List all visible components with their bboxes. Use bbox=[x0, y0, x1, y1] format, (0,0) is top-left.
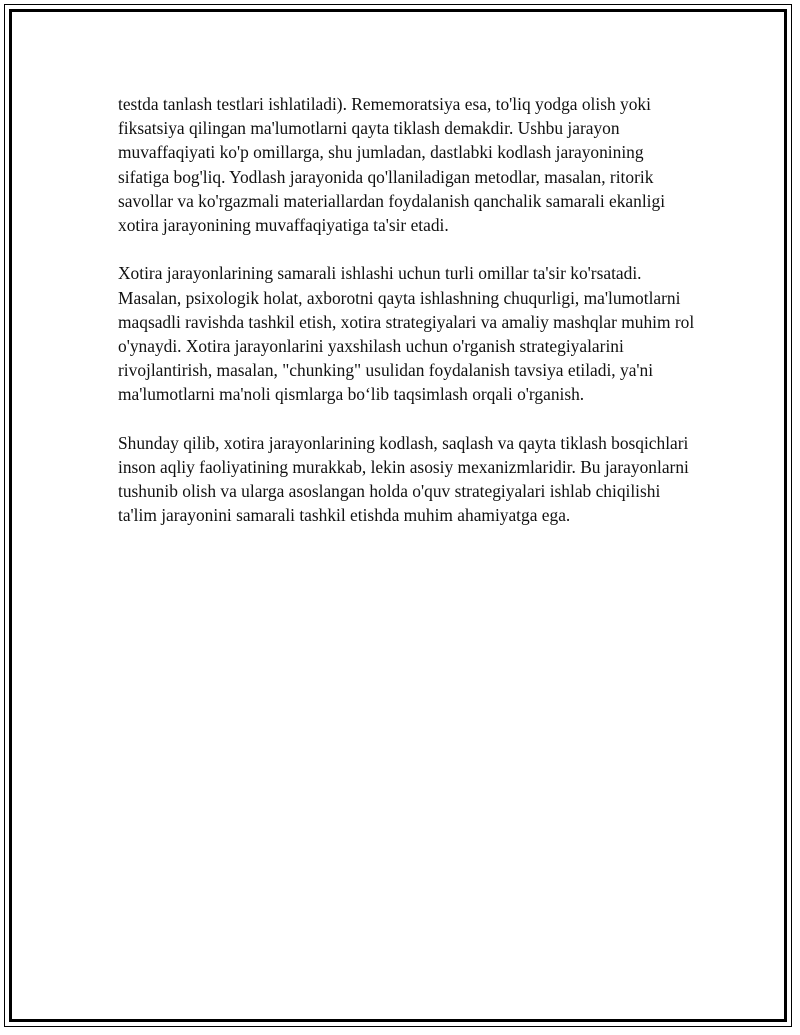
paragraph-1: testda tanlash testlari ishlatiladi). Rememoratsiya esa, to'liq yodga olish yoki fiksatsiya qilingan ma'lumotlarni qayta tiklash demakdir. Ushbu jarayon muvaffaqiyati ko'p omillarga, shu jumladan, dastlabki kodlash jarayonining sifatiga bog'liq. Yodlash jarayonida qo'llaniladigan metodlar, masalan, ritorik savollar va ko'rgazmali materiallardan foydalanish qanchalik samarali ekanligi xotira jarayonining muvaffaqiyatiga ta'sir etadi. bbox=[118, 94, 666, 236]
document-body bbox=[118, 92, 698, 552]
paragraph-3: Shunday qilib, xotira jarayonlarining kodlash, saqlash va qayta tiklash bosqichlari inson aqliy faoliyatining murakkab, lekin asosiy mexanizmlaridir. Bu jarayonlarni tushunib olish va ularga asoslangan holda o'quv strategiyalari ishlab chiqilishi ta'lim jarayonini samarali tashkil etishda muhim ahamiyatga ega. bbox=[118, 432, 689, 526]
paragraph-2: Xotira jarayonlarining samarali ishlashi uchun turli omillar ta'sir ko'rsatadi. Masalan, psixologik holat, axborotni qayta ishlashning chuqurligi, ma'lumotlarni maqsadli ravishda tashkil etish, xotira strategiyalari va amaliy mashqlar muhim rol o'ynaydi. Xotira jarayonlarini yaxshilash uchun o'rganish strategiyalarini rivojlantirish, masalan, "chunking" usulidan foydalanish tavsiya etiladi, ya'ni ma'lumotlarni ma'noli qismlarga bo‘lib taqsimlash orqali o'rganish. bbox=[118, 263, 695, 405]
